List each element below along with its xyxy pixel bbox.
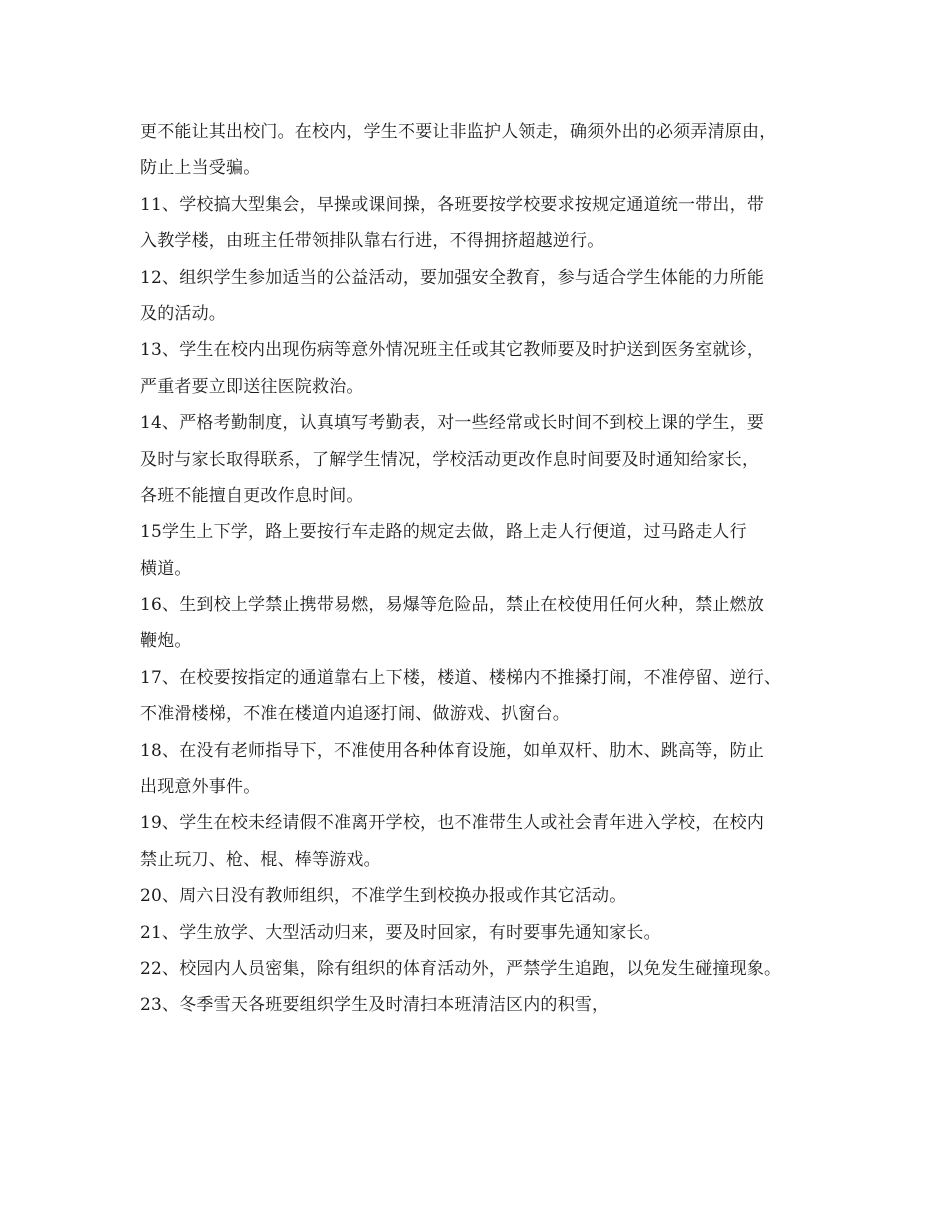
text-line: 12、组织学生参加适当的公益活动，要加强安全教育，参与适合学生体能的力所能 bbox=[140, 267, 765, 288]
text-line: 13、学生在校内出现伤病等意外情况班主任或其它教师要及时护送到医务室就诊， bbox=[140, 340, 765, 361]
text-line: 21、学生放学、大型活动归来，要及时回家，有时要事先通知家长。 bbox=[140, 922, 661, 943]
text-line: 15学生上下学，路上要按行车走路的规定去做，路上走人行便道，过马路走人行 bbox=[140, 522, 747, 543]
text-line: 不准滑楼梯，不准在楼道内追逐打闹、做游戏、扒窗台。 bbox=[140, 704, 570, 725]
text-line: 鞭炮。 bbox=[140, 631, 192, 652]
document-body bbox=[140, 114, 830, 1024]
text-line: 19、学生在校未经请假不准离开学校，也不准带生人或社会青年进入学校，在校内 bbox=[140, 813, 765, 834]
text-line: 17、在校要按指定的通道靠右上下楼，楼道、楼梯内不推搡打闹，不准停留、逆行、 bbox=[140, 667, 782, 688]
text-line: 11、学校搞大型集会，早操或课间操，各班要按学校要求按规定通道统一带出，带 bbox=[140, 194, 765, 215]
text-line: 及的活动。 bbox=[140, 303, 226, 324]
text-line: 18、在没有老师指导下，不准使用各种体育设施，如单双杆、肋木、跳高等，防止 bbox=[140, 740, 765, 761]
text-line: 23、冬季雪天各班要组织学生及时清扫本班清洁区内的积雪， bbox=[140, 995, 610, 1016]
text-line: 禁止玩刀、枪、棍、棒等游戏。 bbox=[140, 849, 381, 870]
text-line: 及时与家长取得联系，了解学生情况，学校活动更改作息时间要及时通知给家长， bbox=[140, 449, 760, 470]
text-line: 各班不能擅自更改作息时间。 bbox=[140, 485, 364, 506]
text-line: 横道。 bbox=[140, 558, 192, 579]
text-line: 14、严格考勤制度，认真填写考勤表，对一些经常或长时间不到校上课的学生，要 bbox=[140, 413, 765, 434]
text-line: 22、校园内人员密集，除有组织的体育活动外，严禁学生追跑，以免发生碰撞现象。 bbox=[140, 958, 782, 979]
text-line: 入教学楼，由班主任带领排队靠右行进，不得拥挤超越逆行。 bbox=[140, 231, 605, 252]
text-line: 防止上当受骗。 bbox=[140, 158, 261, 179]
text-line: 更不能让其出校门。在校内，学生不要让非监护人领走，确须外出的必须弄清原由， bbox=[140, 122, 777, 142]
text-line: 出现意外事件。 bbox=[140, 777, 261, 798]
text-line: 严重者要立即送往医院救治。 bbox=[140, 376, 364, 397]
text-line: 20、周六日没有教师组织，不准学生到校换办报或作其它活动。 bbox=[140, 886, 627, 907]
text-line: 16、生到校上学禁止携带易燃，易爆等危险品，禁止在校使用任何火种，禁止燃放 bbox=[140, 595, 765, 616]
